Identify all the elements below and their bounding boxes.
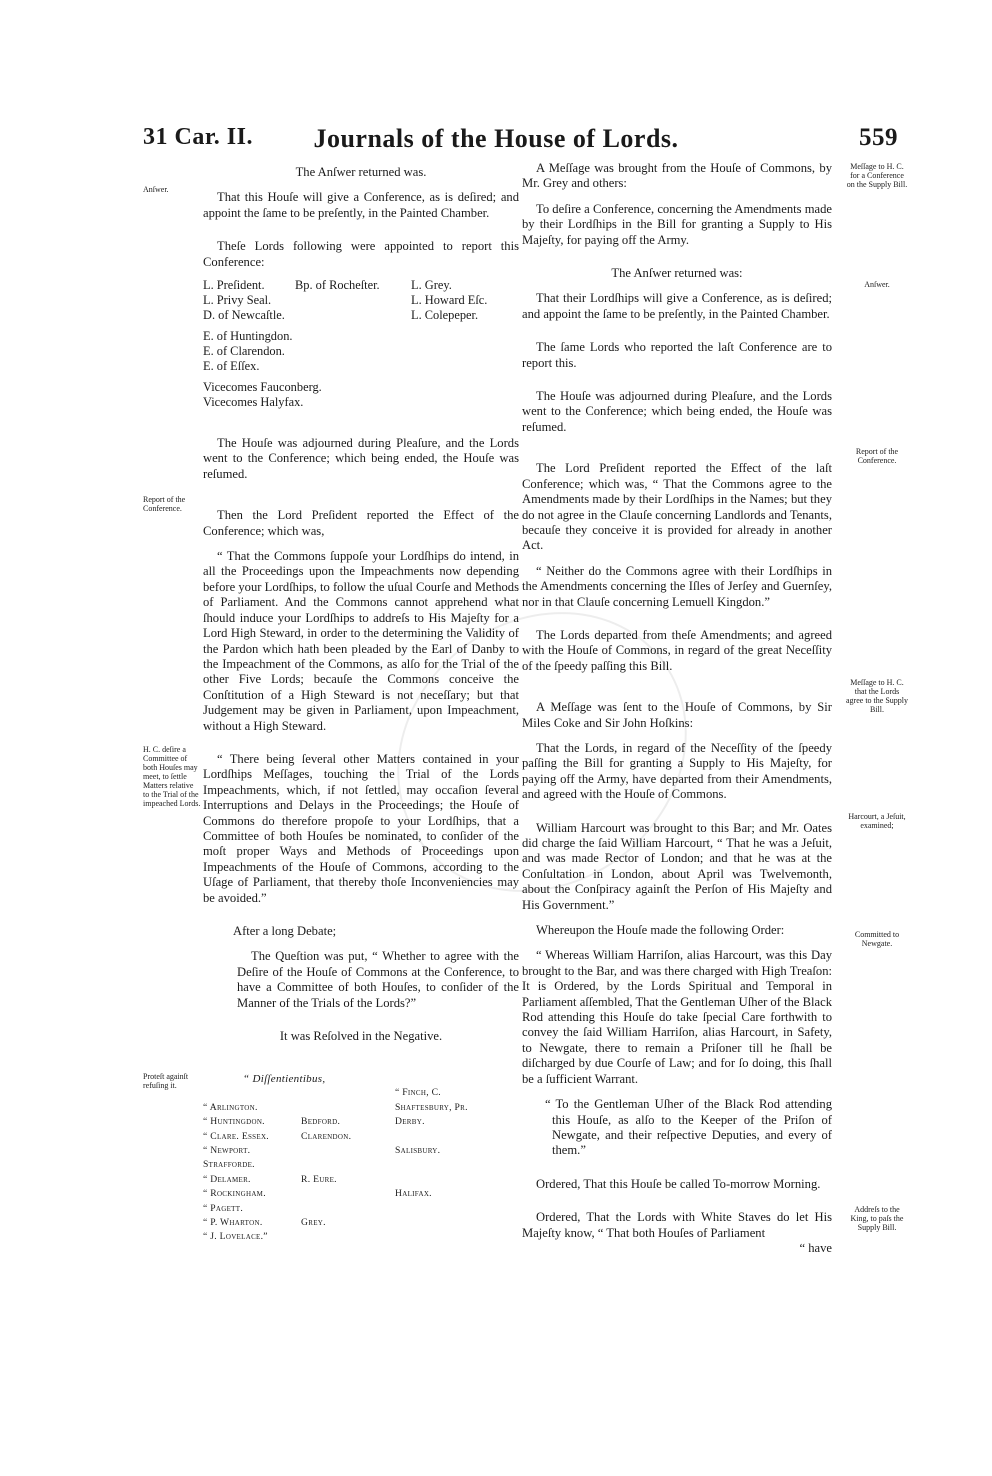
lord-name: Vicecomes Fauconberg. [203,380,322,395]
dissentient-row: “ Newport. Strafforde. Salisbury. [203,1145,441,1171]
dissentient-row: “ P. Wharton. Grey. [203,1217,326,1229]
message2-text: That the Lords, in regard of the Neceſſity of the ſpeedy paſſing the Bill for granting a Supply to His Majeſty, for paying off the Army, have departed from their Amendments, and agreed with the Houſe of Commons. [522,740,832,802]
dissentient-row: “ Delamer. R. Eure. [203,1173,337,1185]
dissentient-row: “ Rockingham. Halifax. [203,1188,432,1200]
report-intro: Then the Lord Preſident reported the Effect of the Conference; which was, [203,508,519,538]
message-paragraph: A Meſſage was brought from the Houſe of Commons, by Mr. Grey and others: [522,161,832,191]
lord-name: E. of Clarendon. [203,344,285,359]
lord-name: L. Colepeper. [411,308,479,323]
message2-paragraph: A Meſſage was ſent to the Houſe of Commons, by Sir Miles Coke and Sir John Hoſkins: [522,700,832,730]
dissentients-list [203,1072,523,1245]
departed-paragraph: The Lords departed from theſe Amendments; and agreed with the Houſe of Commons, in regard of the great Neceſſity of the ſpeedy paſſing this Bill. [522,627,832,673]
margin-note-committed: Committed to Newgate. [854,930,900,948]
margin-note-answer-right: Anſwer. [864,280,890,289]
desire-paragraph: To deſire a Conference, concerning the Amendments made by their Lordſhips in the Bill for granting a Supply to His Majeſty, for paying off the Army. [522,201,832,247]
margin-note-answer: Anſwer. [143,185,169,194]
margin-note-harcourt: Harcourt, a Jeſuit, examined; [848,812,906,830]
answer-heading-right: The Anſwer returned was: [611,266,743,281]
lord-name [295,308,411,323]
answer-heading: The Anſwer returned was. [295,165,427,179]
lord-name: L. Preſident. [203,278,265,293]
lord-name: L. Howard Eſc. [411,293,488,308]
dissentient-row: “ Pagett. [203,1202,244,1214]
regnal-year: 31 Car. II. [143,124,253,150]
margin-note-message-hc: Meſſage to H. C. for a Conference on the Supply Bill. [846,162,908,189]
lords-intro: Theſe Lords following were appointed to report this Conference: [203,239,519,269]
margin-note-message-lords: Meſſage to H. C. that the Lords agree to the Supply Bill. [846,678,908,714]
lord-name: E. of Eſſex. [203,359,260,374]
margin-note-address: Addreſs to the King, to paſs the Supply Bill. [850,1205,904,1232]
margin-note-report: Report of the Conference. [143,495,186,513]
lord-name: Vicecomes Halyfax. [203,395,304,410]
debate-line: After a long Debate; [233,924,337,938]
dissentient-row: “ Finch, C. [395,1087,441,1099]
margin-note-protest: Proteſt againſt refuſing it. [143,1072,189,1090]
dissentients-heading: “ Diſſentientibus, [243,1073,326,1085]
lord-name: L. Grey. [411,278,452,293]
whereupon-line: Whereupon the Houſe made the following Order: [536,923,785,938]
adjourn-paragraph-right: The Houſe was adjourned during Pleaſure, and the Lords went to the Conference; which being ended, the Houſe was reſumed. [522,389,832,434]
answer-text: That this Houſe will give a Conference, as is deſired; and appoint the ſame to be preſently, in the Painted Chamber. [203,190,519,220]
neither-paragraph: “ Neither do the Commons agree with their Lordſhips in the Amendments concerning the Iſles of Jerſey and Guernſey, nor in that Clauſe concerning Lemuell Kingdon.” [522,563,832,609]
dissentient-row: “ Arlington. Shaftesbury, Pr. [203,1101,468,1113]
report-quote: “ That the Commons ſuppoſe your Lordſhips do intend, in all the Proceedings upon the Impeachments now depending before your Lordſhips, to follow the uſual Courſe and Methods of Parliament. And the Commons cannot apprehend what ſhould induce your Lordſhips to addreſs to His Majeſty for a Lord High Steward, in order to the determining the Validity of the Pardon which hath been pleaded by the Earl of Danby to the Impeachment of the Commons, as alſo for the Trial of the other Five Lords; becauſe the Commons conceive the Conſtitution of a High Steward is not neceſſary; but that Judgement may be given in Parliament, upon Impeachment, without a High Steward. [203,549,519,733]
catchword: “ have [799,1240,832,1255]
margin-note-report-right: Report of the Conference. [855,447,899,465]
same-lords-paragraph: The ſame Lords who reported the laſt Conference are to report this. [522,340,832,370]
adjourn-paragraph: The Houſe was adjourned during Pleaſure, and the Lords went to the Conference; which being ended, the Houſe was reſumed. [203,436,519,481]
left-column [203,165,519,1044]
report-paragraph-right: The Lord Preſident reported the Effect of the laſt Conference; which was, “ That the Commons agree to the Amendments made by their Lordſhips in the Names; but they do not agree in the Clauſe concerning Landlords and Tenants, becauſe they conceive it is provided for already in another Act. [522,461,832,553]
harcourt-paragraph: William Harcourt was brought to this Bar; and Mr. Oates did charge the ſaid William Harcourt, “ That he was a Jeſuit, and was made Rector of London; and that he was at the Conſultation in London, about April was Twelvemonth, about the Conſpiracy againſt the Perſon of His Majeſty and His Government.” [522,820,832,912]
lord-name: D. of Newcaſtle. [203,308,285,323]
order-paragraph: “ Whereas William Harriſon, alias Harcourt, was this Day brought to the Bar, and was there charged with High Treaſon: It is Ordered, by the Lords Spiritual and Temporal in Parliament aſſembled, That the Gentleman Uſher of the Black Rod attending this Houſe do take ſpecial Care forthwith to convey the ſaid William Harriſon, alias Harcourt, in Safety, to Newgate, there to remain a Priſoner till he ſhall be diſcharged by due Courſe of Law; and for ſo doing, this ſhall be a ſufficient Warrant. [522,948,832,1086]
lord-name: L. Privy Seal. [203,293,272,308]
lord-name [295,293,411,308]
matters-quote: “ There being ſeveral other Matters contained in your Lordſhips Meſſages, touching the Trial of the Lords Impeachments, which, if not ſettled, may occaſion ſeveral Interruptions and Delays in the Proceedings; the Houſe of Commons do therefore propoſe to your Lordſhips, that a Committee of both Houſes be nominated, to conſider of the moſt proper Ways and Methods of Proceedings upon Impeachments of the Houſe of Commons, according to the Uſage of Parliament, that thereby thoſe Inconveniencies may be avoided.” [203,751,519,905]
dissentient-row: “ Clare. Essex. Clarendon. [203,1130,352,1142]
dissentient-row: “ Huntingdon. Bedford. Derby. [203,1116,425,1128]
lord-name: E. of Huntingdon. [203,329,293,344]
ordered-paragraph-1: Ordered, That this Houſe be called To-morrow Morning. [536,1176,821,1191]
dissentient-row: “ J. Lovelace.” [203,1231,268,1243]
address-paragraph: “ To the Gentleman Uſher of the Black Rod attending this Houſe, as alſo to the Keeper of the Priſon of Newgate, and their reſpective Deputies, and every of them.” [545,1097,832,1158]
resolved-line: It was Reſolved in the Negative. [279,1029,443,1044]
question-paragraph: The Queſtion was put, “ Whether to agree with the Deſire of the Houſe of Commons at the Conference, to have a Committee of both Houſes, to conſider of the Manner of the Trials of the Lords?” [237,949,519,1010]
page-number: 559 [859,124,898,151]
ordered-paragraph-2: Ordered, That the Lords with White Staves do let His Majeſty know, “ That both Houſes of Parliament [522,1210,832,1240]
right-column [522,161,832,1256]
lords-list [203,278,519,323]
page-title: Journals of the House of Lords. [313,124,679,153]
earls-list [203,329,519,410]
margin-note-committee: H. C. deſire a Committee of both Houſes may meet, to ſettle Matters relative to the Trial of the impeached Lords. [143,745,201,808]
answer-text-right: That their Lordſhips will give a Conference, as is deſired; and appoint the ſame to be preſently, in the Painted Chamber. [522,291,832,321]
lord-name: Bp. of Rocheſter. [295,278,380,293]
